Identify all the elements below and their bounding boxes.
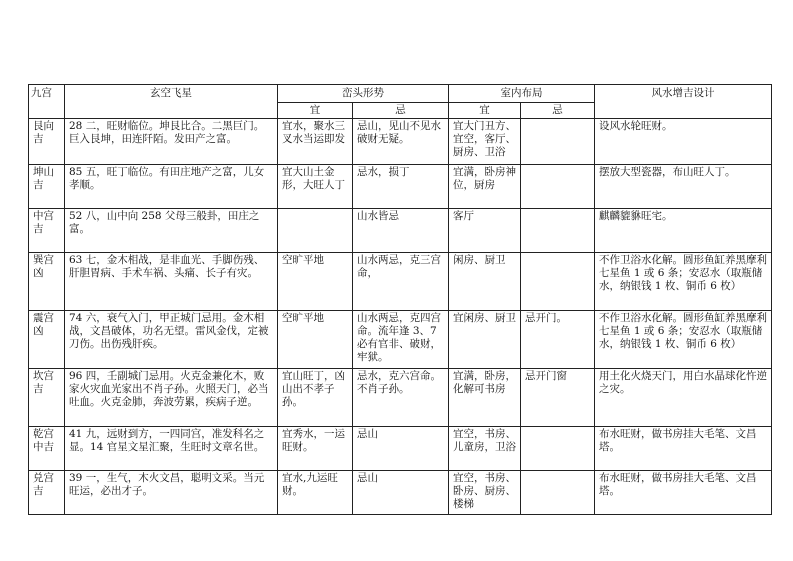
subheader-layout-yi: 宜 (449, 103, 521, 119)
table-row (29, 209, 772, 253)
terrain-yi-cell: 宜大山土金形，大旺人丁 (278, 165, 353, 209)
subheader-terrain-yi: 宜 (278, 103, 353, 119)
terrain-ji-cell: 忌山，见山不见水破财无疑。 (353, 119, 449, 165)
palace-cell: 乾宫中吉 (29, 427, 65, 471)
layout-ji-cell (521, 165, 595, 209)
header-palace: 九宫 (29, 85, 65, 119)
header-layout: 室内布局 (449, 85, 595, 103)
table-row (29, 427, 772, 471)
design-cell: 麒麟貔貅旺宅。 (595, 209, 772, 253)
design-cell: 不作卫浴水化解。圆形鱼缸养黑摩利七星鱼 1 或 6 条；安忍水（取瓶储水，纳银钱 1 枚、铜币 6 枚） (595, 311, 772, 369)
palace-cell: 坎宫吉 (29, 369, 65, 427)
terrain-ji-cell: 山水两忌，克三宫命， (353, 253, 449, 311)
terrain-yi-cell: 宜山旺丁，凶山出不孝子孙。 (278, 369, 353, 427)
stars-cell: 52 八，山中向 258 父母三般卦，田庄之富。 (65, 209, 278, 253)
layout-yi-cell: 宜空，书房、儿童房，卫浴 (449, 427, 521, 471)
terrain-yi-cell: 空旷平地 (278, 253, 353, 311)
terrain-ji-cell: 忌水，损丁 (353, 165, 449, 209)
palace-cell: 震宫凶 (29, 311, 65, 369)
palace-cell: 坤山吉 (29, 165, 65, 209)
design-cell: 用土化火烧天门，用白水晶球化忤逆之灾。 (595, 369, 772, 427)
stars-cell: 39 一，生气，木火文昌，聪明文采。当元旺运，必出才子。 (65, 471, 278, 515)
layout-ji-cell (521, 209, 595, 253)
header-terrain: 峦头形势 (278, 85, 449, 103)
stars-cell: 28 二，旺财临位。坤艮比合。二黑巨门。巨入艮坤，田连阡陌。发田产之富。 (65, 119, 278, 165)
design-cell: 布水旺财，做书房挂大毛笔、文昌塔。 (595, 471, 772, 515)
layout-yi-cell: 宜闲房、厨卫 (449, 311, 521, 369)
table-row (29, 253, 772, 311)
terrain-yi-cell: 宜水，聚水三叉水当运即发 (278, 119, 353, 165)
table-row (29, 119, 772, 165)
terrain-ji-cell: 忌水，克六宫命。不肖子孙。 (353, 369, 449, 427)
table-row (29, 369, 772, 427)
terrain-ji-cell: 山水皆忌 (353, 209, 449, 253)
design-cell: 不作卫浴水化解。圆形鱼缸养黑摩利七星鱼 1 或 6 条；安忍水（取瓶储水，纳银钱 1 枚、铜币 6 枚） (595, 253, 772, 311)
subheader-layout-ji: 忌 (521, 103, 595, 119)
design-cell: 摆放大型瓷器，布山旺人丁。 (595, 165, 772, 209)
palace-cell: 艮向吉 (29, 119, 65, 165)
terrain-yi-cell: 宜水,九运旺财。 (278, 471, 353, 515)
terrain-ji-cell: 忌山 (353, 471, 449, 515)
header-stars: 玄空飞星 (65, 85, 278, 119)
subheader-terrain-ji: 忌 (353, 103, 449, 119)
terrain-yi-cell: 宜秀水，一运旺财。 (278, 427, 353, 471)
palace-cell: 巽宫凶 (29, 253, 65, 311)
stars-cell: 74 六，衰气入门，甲正城门忌用。金木相战，文昌破体，功名无望。雷风金伐，定被刀伤。出伤残肝疾。 (65, 311, 278, 369)
design-cell: 设风水轮旺财。 (595, 119, 772, 165)
stars-cell: 85 五，旺丁临位。有田庄地产之富，儿女孝顺。 (65, 165, 278, 209)
layout-ji-cell (521, 427, 595, 471)
layout-yi-cell: 宜大门丑方、宜空，客厅、厨房、卫浴 (449, 119, 521, 165)
terrain-ji-cell: 山水两忌，克四宫命。流年逢 3、7 必有官非、破财，牢狱。 (353, 311, 449, 369)
palace-cell: 兑宫吉 (29, 471, 65, 515)
layout-ji-cell: 忌开门。 (521, 311, 595, 369)
terrain-ji-cell: 忌山 (353, 427, 449, 471)
layout-yi-cell: 闲房、厨卫 (449, 253, 521, 311)
layout-yi-cell: 客厅 (449, 209, 521, 253)
stars-cell: 96 四，壬副城门忌用。火克金兼化木，败家火灾血光家出不肖子孙。火照天门，必当吐血。火克金肺，奔波劳累，疾病子逆。 (65, 369, 278, 427)
layout-ji-cell (521, 119, 595, 165)
stars-cell: 41 九，远财到方，一四同宫，准发科名之显。14 官星文星汇聚，生旺时文章名世。 (65, 427, 278, 471)
palace-cell: 中宫吉 (29, 209, 65, 253)
table-row (29, 311, 772, 369)
layout-ji-cell (521, 471, 595, 515)
terrain-yi-cell (278, 209, 353, 253)
fengshui-table (28, 84, 772, 515)
layout-ji-cell: 忌开门窗 (521, 369, 595, 427)
terrain-yi-cell: 空旷平地 (278, 311, 353, 369)
layout-yi-cell: 宜空，书房、卧房、厨房、楼梯 (449, 471, 521, 515)
layout-yi-cell: 宜满，卧房，化解可书房 (449, 369, 521, 427)
table-row (29, 165, 772, 209)
stars-cell: 63 七，金木相战，是非血光、手脚伤残、肝胆胃病、手术车祸、头痛、长子有灾。 (65, 253, 278, 311)
table-row (29, 471, 772, 515)
header-row (29, 85, 772, 103)
layout-ji-cell (521, 253, 595, 311)
layout-yi-cell: 宜满，卧房神位，厨房 (449, 165, 521, 209)
design-cell: 布水旺财，做书房挂大毛笔、文昌塔。 (595, 427, 772, 471)
header-design: 风水增吉设计 (595, 85, 772, 119)
